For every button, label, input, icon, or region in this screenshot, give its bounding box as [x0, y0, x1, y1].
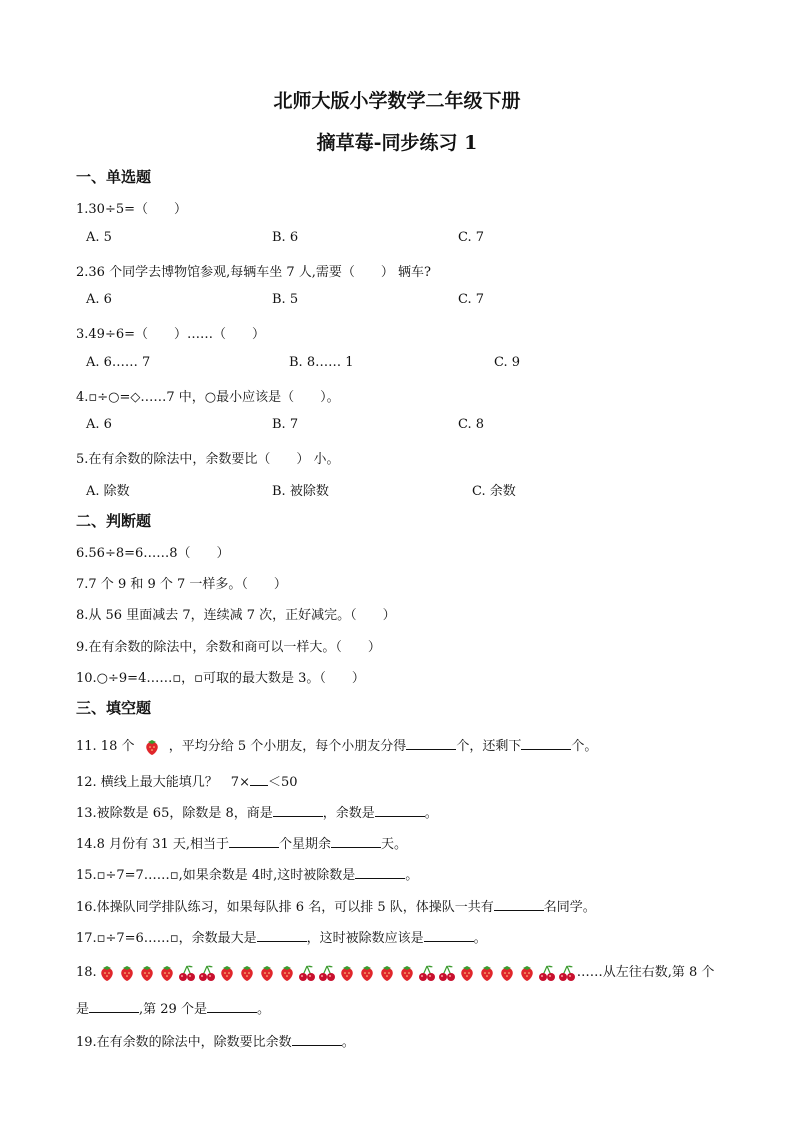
- strawberry-icon: [457, 964, 477, 982]
- cherry-icon: [557, 964, 577, 982]
- question-1: 1.30÷5=（ ）: [76, 202, 188, 217]
- strawberry-icon: [97, 964, 117, 982]
- question-8: 8.从 56 里面减去 7，连续减 7 次，正好减完。（ ）: [76, 608, 396, 623]
- section-fill: 三、填空题: [76, 699, 152, 717]
- option-2c: C. 7: [458, 292, 485, 307]
- q16-text-a: 16.体操队同学排队练习，如果每队排 6 名，可以排 5 队，体操队一共有: [76, 900, 494, 915]
- option-1b: B. 6: [272, 230, 299, 245]
- q18-text-d: ,第 29 个是: [139, 1002, 207, 1017]
- cherry-icon: [537, 964, 557, 982]
- answer-blank[interactable]: [355, 877, 405, 879]
- q17-text-a: 17.▫÷7=6……▫，余数最大是: [76, 931, 257, 946]
- cherry-icon: [317, 964, 337, 982]
- q13-text-c: 。: [424, 806, 438, 821]
- question-2: 2.36 个同学去博物馆参观,每辆车坐 7 人,需要（ ） 辆车?: [76, 265, 431, 280]
- cherry-icon: [437, 964, 457, 982]
- q14-text-b: 个星期余: [279, 837, 332, 852]
- strawberry-icon: [377, 964, 397, 982]
- question-3: 3.49÷6=（ ）……（ ）: [76, 327, 266, 342]
- question-13: [76, 802, 438, 821]
- question-11: [76, 735, 597, 756]
- strawberry-icon: [497, 964, 517, 982]
- option-5b: B. 被除数: [272, 484, 329, 499]
- strawberry-icon: [157, 964, 177, 982]
- option-1a: A. 5: [86, 230, 112, 245]
- q13-text-b: ，余数是: [322, 806, 375, 821]
- answer-blank[interactable]: [273, 815, 323, 817]
- strawberry-icon: [397, 964, 417, 982]
- question-5: 5.在有余数的除法中，余数要比（ ） 小。: [76, 452, 340, 467]
- option-4a: A. 6: [86, 417, 112, 432]
- page-subtitle: 摘草莓-同步练习 1: [316, 132, 478, 154]
- cherry-icon: [297, 964, 317, 982]
- strawberry-icon: [337, 964, 357, 982]
- strawberry-icon: [257, 964, 277, 982]
- answer-blank[interactable]: [494, 909, 544, 911]
- q11-text-b: ，平均分给 5 个小朋友，每个小朋友分得: [168, 739, 407, 754]
- q13-text-a: 13.被除数是 65，除数是 8，商是: [76, 806, 273, 821]
- answer-blank[interactable]: [424, 940, 474, 942]
- answer-blank[interactable]: [257, 940, 307, 942]
- question-6: 6.56÷8=6……8（ ）: [76, 546, 230, 561]
- question-17: [76, 927, 487, 946]
- answer-blank[interactable]: [292, 1044, 342, 1046]
- q19-text-b: 。: [341, 1035, 355, 1050]
- q18-text-c: 是: [76, 1002, 90, 1017]
- question-15: [76, 864, 418, 883]
- q18-text-a: 18.: [76, 965, 97, 980]
- q17-text-b: ，这时被除数应该是: [306, 931, 424, 946]
- q11-text-a: 11. 18 个: [76, 739, 135, 754]
- strawberry-icon: [357, 964, 377, 982]
- strawberry-icon: [477, 964, 497, 982]
- answer-blank[interactable]: [406, 748, 456, 750]
- option-2b: B. 5: [272, 292, 299, 307]
- cherry-icon: [197, 964, 217, 982]
- option-5a: A. 除数: [86, 484, 130, 499]
- q11-text-c: 个，还剩下: [456, 739, 522, 754]
- cherry-icon: [177, 964, 197, 982]
- answer-blank[interactable]: [375, 815, 425, 817]
- q14-text-a: 14.8 月份有 31 天,相当于: [76, 837, 230, 852]
- strawberry-icon: [143, 738, 161, 756]
- option-3b: B. 8…… 1: [289, 355, 354, 370]
- q12-text-a: 12. 横线上最大能填几？ 7×: [76, 775, 250, 790]
- answer-blank[interactable]: [207, 1011, 257, 1013]
- section-single-choice: 一、单选题: [76, 168, 152, 186]
- question-4: 4.▫÷○=◇……7 中，○最小应该是（ ）。: [76, 390, 340, 405]
- answer-blank[interactable]: [250, 784, 268, 786]
- section-judge: 二、判断题: [76, 512, 152, 530]
- q17-text-c: 。: [473, 931, 487, 946]
- answer-blank[interactable]: [331, 846, 381, 848]
- strawberry-icon: [517, 964, 537, 982]
- question-10: 10.○÷9=4……▫，▫可取的最大数是 3。（ ）: [76, 671, 365, 686]
- answer-blank[interactable]: [229, 846, 279, 848]
- option-3c: C. 9: [494, 355, 521, 370]
- strawberry-icon: [117, 964, 137, 982]
- strawberry-icon: [137, 964, 157, 982]
- q15-text-b: 。: [405, 868, 419, 883]
- q11-text-d: 个。: [571, 739, 598, 754]
- question-9: 9.在有余数的除法中，余数和商可以一样大。（ ）: [76, 640, 381, 655]
- q18-text-e: 。: [256, 1002, 270, 1017]
- q16-text-b: 名同学。: [543, 900, 596, 915]
- question-18-line2: [76, 998, 270, 1017]
- question-19: [76, 1031, 355, 1050]
- strawberry-icon: [277, 964, 297, 982]
- q18-text-b: ……从左往右数,第 8 个: [576, 965, 715, 980]
- question-12: [76, 771, 298, 790]
- option-1c: C. 7: [458, 230, 485, 245]
- q19-text-a: 19.在有余数的除法中，除数要比余数: [76, 1035, 292, 1050]
- q15-text-a: 15.▫÷7=7……▫,如果余数是 4时,这时被除数是: [76, 868, 356, 883]
- strawberry-icon: [217, 964, 237, 982]
- option-3a: A. 6…… 7: [86, 355, 151, 370]
- q14-text-c: 天。: [381, 837, 408, 852]
- option-5c: C. 余数: [472, 484, 516, 499]
- answer-blank[interactable]: [521, 748, 571, 750]
- question-14: [76, 833, 407, 852]
- option-4b: B. 7: [272, 417, 299, 432]
- answer-blank[interactable]: [89, 1011, 139, 1013]
- question-16: [76, 896, 596, 915]
- page-title: 北师大版小学数学二年级下册: [273, 90, 521, 112]
- fruit-sequence: [97, 965, 577, 980]
- q12-text-b: ＜50: [267, 775, 298, 790]
- option-2a: A. 6: [86, 292, 112, 307]
- strawberry-icon: [237, 964, 257, 982]
- question-18: [76, 961, 714, 982]
- option-4c: C. 8: [458, 417, 485, 432]
- question-7: 7.7 个 9 和 9 个 7 一样多。（ ）: [76, 577, 287, 592]
- cherry-icon: [417, 964, 437, 982]
